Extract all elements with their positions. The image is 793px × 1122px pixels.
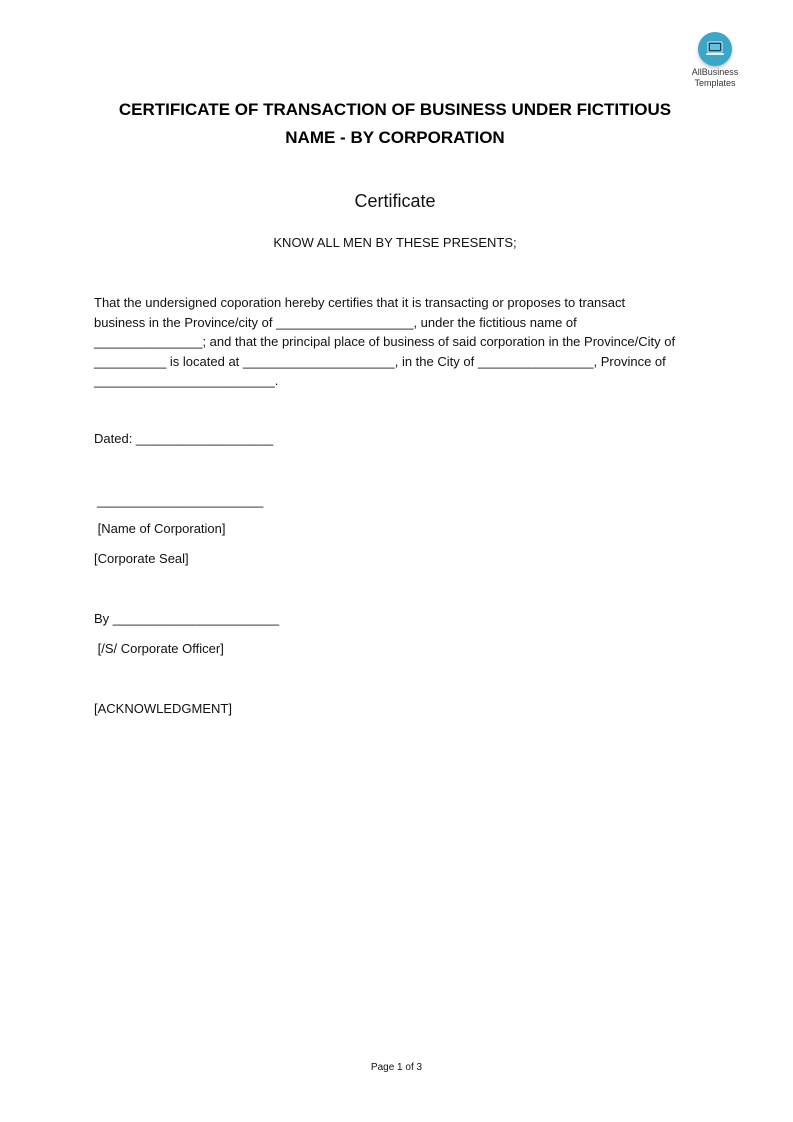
intro-statement: KNOW ALL MEN BY THESE PRESENTS; bbox=[273, 235, 517, 250]
logo-text-line1: AllBusiness bbox=[691, 67, 739, 77]
title-line-2: NAME - BY CORPORATION bbox=[285, 128, 505, 147]
page-number: Page 1 of 3 bbox=[370, 1062, 423, 1073]
paragraph-line: __________ is located at _____________________, in the City of ________________, Province of bbox=[94, 353, 666, 369]
paragraph-line: _______________; and that the principal place of business of said corporation in the Province/City of bbox=[94, 334, 676, 349]
paragraph-line: business in the Province/city of ___________________, under the fictitious name of bbox=[94, 314, 577, 330]
document-subtitle: Certificate bbox=[354, 191, 436, 211]
dated-line: Dated: ___________________ bbox=[94, 431, 274, 446]
corporate-officer: [/S/ Corporate Officer] bbox=[94, 641, 224, 656]
paragraph-line: That the undersigned coporation hereby certifies that it is transacting or proposes to transact bbox=[94, 295, 626, 310]
certification-paragraph bbox=[94, 293, 700, 391]
title-line-1: CERTIFICATE OF TRANSACTION OF BUSINESS UNDER FICTITIOUS bbox=[118, 100, 672, 119]
allbusiness-templates-logo bbox=[684, 32, 746, 88]
by-signature-line: By _______________________ bbox=[94, 611, 280, 626]
signature-line: _______________________ bbox=[97, 493, 264, 508]
corporate-seal: [Corporate Seal] bbox=[94, 551, 189, 566]
acknowledgment: [ACKNOWLEDGMENT] bbox=[94, 701, 232, 716]
laptop-icon bbox=[698, 32, 732, 66]
name-of-corporation: [Name of Corporation] bbox=[94, 521, 226, 536]
logo-text-line2: Templates bbox=[694, 78, 736, 88]
document-title bbox=[94, 96, 696, 152]
paragraph-line: _________________________. bbox=[94, 373, 279, 388]
